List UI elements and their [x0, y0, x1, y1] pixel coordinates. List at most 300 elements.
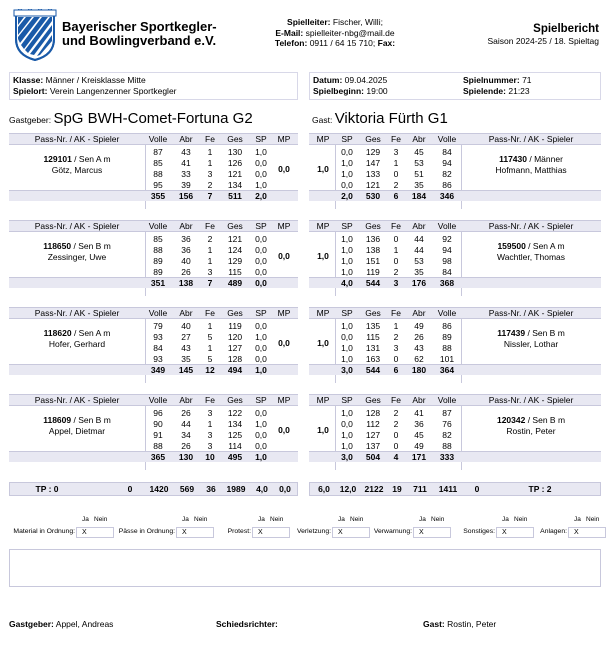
home-cell: 26 — [181, 441, 191, 451]
home-sum-cell: 494 — [227, 365, 243, 375]
away-cell: 2 — [393, 180, 399, 190]
away-col-header: MP — [316, 395, 330, 405]
home-mp-total: 0 — [127, 484, 133, 494]
away-total-sp: 12,0 — [339, 484, 357, 494]
nein-label: Nein — [350, 516, 364, 523]
home-cell: 120 — [227, 332, 243, 342]
home-col-header: Fe — [205, 308, 215, 318]
away-cell: 127 — [365, 430, 381, 440]
away-sum-cell: 544 — [365, 278, 381, 288]
home-col-header: Volle — [148, 395, 168, 405]
away-cell: 45 — [414, 147, 424, 157]
home-col-header: MP — [277, 221, 291, 231]
away-cell: 119 — [366, 267, 380, 277]
flag-checkbox[interactable] — [76, 527, 114, 538]
league-contact — [245, 17, 425, 49]
org-line-2: und Bowlingverband e.V. — [62, 33, 217, 48]
away-player — [461, 328, 601, 349]
home-cell: 0,0 — [255, 354, 267, 364]
email-value[interactable]: spielleiter-nbg@mail.de — [305, 27, 395, 38]
away-cell: 53 — [414, 158, 424, 168]
flag-checkbox[interactable] — [252, 527, 290, 538]
home-cell: 0,0 — [255, 245, 267, 255]
away-cell: 45 — [414, 430, 424, 440]
away-cell: 1,0 — [341, 430, 353, 440]
report-title-block — [487, 23, 599, 47]
home-player-pass — [9, 154, 145, 165]
home-cell: 1,0 — [255, 147, 267, 157]
away-cell: 163 — [365, 354, 381, 364]
away-player-block — [309, 133, 601, 209]
datum-value: 09.04.2025 — [344, 75, 388, 85]
home-cell: 1,0 — [255, 332, 267, 342]
home-player — [9, 328, 145, 349]
away-cell: 137 — [365, 441, 381, 451]
home-cell: 43 — [181, 343, 191, 353]
flag-checkbox[interactable] — [413, 527, 451, 538]
spielbeginn-label: Spielbeginn: — [313, 86, 364, 96]
home-cell: 0,0 — [255, 343, 267, 353]
home-cell: 121 — [227, 234, 243, 244]
home-cell: 129 — [227, 256, 243, 266]
away-cell: 3 — [393, 343, 399, 353]
home-cell: 26 — [181, 267, 191, 277]
team-names — [0, 110, 611, 128]
org-line-1: Bayerischer Sportkegler- — [62, 19, 217, 34]
spielnummer-value: 71 — [522, 75, 532, 85]
home-cell: 2 — [207, 234, 213, 244]
home-cell: 5 — [207, 354, 213, 364]
away-cell: 88 — [442, 441, 452, 451]
home-player-pass — [9, 328, 145, 339]
nein-label: Nein — [586, 516, 600, 523]
away-cell: 0 — [393, 441, 399, 451]
away-cell: 44 — [414, 245, 424, 255]
home-mp: 0,0 — [278, 425, 290, 435]
home-player — [9, 241, 145, 262]
home-col-header: Ges — [227, 221, 243, 231]
away-col-header: Volle — [437, 395, 457, 405]
away-player — [461, 154, 601, 175]
home-totals-row — [9, 482, 298, 496]
away-sum-cell: 530 — [365, 191, 381, 201]
home-team-name: SpG BWH-Comet-Fortuna G2 — [53, 110, 253, 127]
away-sum-cell: 180 — [411, 365, 427, 375]
away-cell: 121 — [365, 180, 381, 190]
away-cell: 0,0 — [341, 180, 353, 190]
home-col-header: MP — [277, 308, 291, 318]
away-sum-cell: 544 — [365, 365, 381, 375]
away-total-mp: 6,0 — [318, 484, 330, 494]
age-class: / Sen A m — [71, 154, 111, 164]
away-cell: 1 — [393, 245, 399, 255]
home-sum-cell: 2,0 — [255, 191, 267, 201]
away-cell: 1 — [393, 158, 399, 168]
away-cell: 94 — [442, 245, 452, 255]
report-flags — [0, 516, 611, 542]
home-cell: 130 — [227, 147, 243, 157]
home-team-label: Gastgeber: — [9, 115, 52, 125]
flag-value: X — [502, 529, 507, 536]
flag-checkbox[interactable] — [332, 527, 370, 538]
away-cell: 1,0 — [341, 267, 353, 277]
remarks-box[interactable] — [9, 549, 601, 587]
home-col-header: Pass-Nr. / AK - Spieler — [34, 395, 120, 405]
home-cell: 41 — [181, 158, 191, 168]
home-cell: 1 — [207, 158, 213, 168]
home-cell: 36 — [181, 245, 191, 255]
home-cell: 85 — [153, 234, 163, 244]
away-cell: 2 — [393, 419, 399, 429]
home-cell: 0,0 — [255, 441, 267, 451]
spielende-label: Spielende: — [463, 86, 506, 96]
away-player-block — [309, 394, 601, 470]
away-col-header: Ges — [365, 395, 381, 405]
away-cell: 101 — [439, 354, 455, 364]
away-cell: 1,0 — [341, 343, 353, 353]
away-header-row — [309, 133, 601, 145]
spielort-value: Verein Langenzenner Sportkegler — [49, 86, 177, 96]
away-sum-cell: 3 — [393, 278, 399, 288]
away-tp: TP : 2 — [528, 484, 552, 494]
age-class: / Sen A m — [71, 328, 111, 338]
away-cell: 1,0 — [341, 441, 353, 451]
nein-label: Nein — [431, 516, 445, 523]
away-cell: 115 — [366, 332, 380, 342]
ja-label: Ja — [574, 516, 581, 523]
home-player-block — [9, 220, 298, 296]
away-col-header: Abr — [412, 308, 426, 318]
home-mp: 0,0 — [278, 164, 290, 174]
home-total-mp: 0,0 — [279, 484, 291, 494]
away-team-label: Gast: — [312, 115, 333, 125]
away-sum-cell: 171 — [411, 452, 427, 462]
spielnummer-label: Spielnummer: — [463, 75, 520, 85]
home-sum-cell: 1,0 — [255, 452, 267, 462]
home-cell: 44 — [181, 419, 191, 429]
home-total-sp: 4,0 — [256, 484, 268, 494]
home-cell: 95 — [153, 180, 163, 190]
away-col-header: Volle — [437, 134, 457, 144]
away-player-pass — [461, 154, 601, 165]
away-totals-row — [309, 482, 601, 496]
home-cell: 40 — [181, 321, 191, 331]
away-player-pass — [461, 241, 601, 252]
home-cell: 43 — [181, 147, 191, 157]
home-cell: 84 — [153, 343, 163, 353]
home-player-block — [9, 133, 298, 209]
away-cell: 0 — [393, 430, 399, 440]
away-mp: 1,0 — [317, 251, 329, 261]
home-total-ges: 1989 — [226, 484, 246, 494]
away-col-header: Abr — [412, 221, 426, 231]
home-cell: 0,0 — [255, 158, 267, 168]
nein-label: Nein — [514, 516, 528, 523]
telefon-value: 0911 / 64 15 710; — [309, 38, 376, 48]
telefon-label: Telefon: — [274, 38, 308, 48]
home-cell: 39 — [181, 180, 191, 190]
away-col-header: SP — [341, 308, 353, 318]
home-cell: 89 — [153, 267, 163, 277]
home-cell: 134 — [227, 180, 243, 190]
home-cell: 121 — [227, 169, 243, 179]
player-name: Appel, Dietmar — [48, 425, 106, 436]
pass-number: 118620 — [43, 328, 72, 338]
age-class: / Sen A m — [525, 241, 565, 251]
home-cell: 27 — [181, 332, 191, 342]
away-cell: 1,0 — [341, 234, 353, 244]
home-sum-cell: 12 — [205, 365, 215, 375]
home-cell: 1 — [207, 343, 213, 353]
home-cell: 0,0 — [255, 321, 267, 331]
home-sum-cell: 355 — [150, 191, 166, 201]
home-cell: 0,0 — [255, 169, 267, 179]
home-col-header: MP — [277, 395, 291, 405]
home-cell: 126 — [227, 158, 243, 168]
home-cell: 3 — [207, 267, 213, 277]
away-cell: 26 — [414, 332, 424, 342]
away-cell: 49 — [414, 441, 424, 451]
away-sum-cell: 2,0 — [341, 191, 353, 201]
nein-label: Nein — [194, 516, 208, 523]
home-cell: 96 — [153, 408, 163, 418]
home-cell: 114 — [228, 441, 242, 451]
pass-number: 129101 — [43, 154, 72, 164]
home-col-header: Fe — [205, 395, 215, 405]
home-cell: 127 — [227, 343, 243, 353]
away-cell: 131 — [365, 343, 381, 353]
away-cell: 49 — [414, 321, 424, 331]
away-cell: 0 — [393, 234, 399, 244]
home-cell: 125 — [227, 430, 243, 440]
home-col-header: SP — [255, 308, 267, 318]
home-cell: 85 — [153, 158, 163, 168]
home-player-block — [9, 307, 298, 383]
spielleiter-label: Spielleiter: — [287, 17, 331, 27]
away-cell: 36 — [414, 419, 424, 429]
away-col-header: SP — [341, 221, 353, 231]
home-col-header: Fe — [205, 134, 215, 144]
away-cell: 151 — [365, 256, 381, 266]
flag-checkbox[interactable] — [176, 527, 214, 538]
away-player-pass — [461, 328, 601, 339]
home-sum-cell: 1,0 — [255, 365, 267, 375]
away-player-block — [309, 220, 601, 296]
home-sum-cell: 10 — [205, 452, 215, 462]
player-name: Rostin, Peter — [506, 425, 556, 436]
sig-away-label: Gast: — [423, 619, 445, 629]
away-cell: 88 — [442, 343, 452, 353]
pass-number: 117430 — [499, 154, 527, 164]
away-col-header: MP — [316, 308, 330, 318]
age-class: / Männer — [527, 154, 563, 164]
home-mp: 0,0 — [278, 251, 290, 261]
home-cell: 1 — [207, 147, 213, 157]
away-col-header: SP — [341, 134, 353, 144]
klasse-value: Männer / Kreisklasse Mitte — [45, 75, 146, 85]
away-player — [461, 415, 601, 436]
away-cell: 53 — [414, 256, 424, 266]
away-col-header: Ges — [365, 308, 381, 318]
away-cell: 43 — [414, 343, 424, 353]
home-col-header: Pass-Nr. / AK - Spieler — [34, 134, 120, 144]
away-total-abr: 711 — [413, 484, 427, 494]
flag-value: X — [82, 529, 87, 536]
spielbeginn-value: 19:00 — [366, 86, 388, 96]
home-cell: 1 — [207, 256, 213, 266]
home-cell: 89 — [153, 256, 163, 266]
away-cell: 0 — [393, 354, 399, 364]
home-tp: TP : 0 — [35, 484, 59, 494]
away-header-row — [309, 307, 601, 319]
away-cell: 2 — [393, 332, 399, 342]
away-sum-cell: 333 — [439, 452, 455, 462]
away-sum-cell: 176 — [411, 278, 427, 288]
away-cell: 82 — [442, 430, 452, 440]
away-total-volle: 1411 — [438, 484, 458, 494]
sig-home-label: Gastgeber: — [9, 619, 54, 629]
signatures — [0, 619, 611, 633]
match-info-left — [9, 72, 298, 100]
home-cell: 3 — [207, 430, 213, 440]
away-col-header: MP — [316, 221, 330, 231]
away-sum-cell: 3,0 — [341, 452, 353, 462]
home-cell: 0,0 — [255, 256, 267, 266]
home-cell: 122 — [227, 408, 243, 418]
age-class: / Sen B m — [525, 328, 565, 338]
away-col-header: SP — [341, 395, 353, 405]
home-col-header: Volle — [148, 221, 168, 231]
home-player-pass — [9, 241, 145, 252]
away-cell: 1,0 — [341, 245, 353, 255]
away-cell: 129 — [365, 147, 381, 157]
flag-label: Verwarnung: — [373, 528, 412, 535]
ja-label: Ja — [502, 516, 509, 523]
home-col-header: Fe — [205, 221, 215, 231]
home-total-abr: 569 — [179, 484, 195, 494]
flag-value: X — [182, 529, 187, 536]
match-info-right — [309, 72, 601, 100]
age-class: / Sen B m — [525, 415, 566, 425]
home-sum-cell: 349 — [150, 365, 166, 375]
home-cell: 40 — [181, 256, 191, 266]
home-cell: 88 — [153, 169, 163, 179]
away-col-header: Pass-Nr. / AK - Spieler — [488, 221, 574, 231]
home-col-header: Abr — [179, 395, 193, 405]
away-mp: 1,0 — [317, 338, 329, 348]
away-col-header: Pass-Nr. / AK - Spieler — [488, 134, 574, 144]
home-sum-cell: 138 — [178, 278, 194, 288]
datum-label: Datum: — [313, 75, 343, 85]
home-col-header: Ges — [227, 134, 243, 144]
away-cell: 0 — [393, 256, 399, 266]
home-cell: 0,0 — [255, 408, 267, 418]
home-sum-cell: 489 — [227, 278, 243, 288]
away-cell: 1,0 — [341, 256, 353, 266]
home-col-header: Abr — [179, 134, 193, 144]
email-label: E-Mail: — [275, 27, 304, 38]
away-header-row — [309, 394, 601, 406]
away-header-row — [309, 220, 601, 232]
home-cell: 1 — [207, 321, 213, 331]
flag-value: X — [574, 529, 579, 536]
away-cell: 98 — [442, 256, 452, 266]
home-sum-cell: 365 — [150, 452, 166, 462]
pass-number: 118650 — [43, 241, 72, 251]
home-col-header: MP — [277, 134, 291, 144]
federation-logo-icon — [12, 9, 58, 61]
klasse-label: Klasse: — [13, 75, 44, 85]
away-cell: 51 — [414, 169, 424, 179]
away-player-pass — [461, 415, 601, 426]
home-cell: 90 — [153, 419, 163, 429]
away-cell: 86 — [442, 321, 452, 331]
home-header-row — [9, 133, 298, 145]
report-subtitle: Saison 2024-25 / 18. Spieltag — [487, 36, 599, 46]
away-cell: 0,0 — [341, 419, 353, 429]
away-col-header: Fe — [391, 134, 401, 144]
away-cell: 1 — [393, 321, 399, 331]
home-player-pass — [9, 415, 145, 426]
sig-home-value: Appel, Andreas — [55, 619, 114, 629]
ja-label: Ja — [419, 516, 426, 523]
report-title: Spielbericht — [533, 23, 599, 35]
away-cell: 76 — [442, 419, 452, 429]
away-sum-cell: 184 — [411, 191, 427, 201]
home-sum-cell: 130 — [178, 452, 194, 462]
flag-label: Material in Ordnung: — [13, 528, 75, 535]
home-cell: 3 — [207, 169, 213, 179]
away-cell: 35 — [414, 267, 424, 277]
home-sum-cell: 156 — [178, 191, 194, 201]
home-cell: 87 — [153, 147, 163, 157]
sig-away-value: Rostin, Peter — [447, 619, 497, 629]
away-cell: 128 — [365, 408, 381, 418]
away-total-ges: 2122 — [364, 484, 384, 494]
away-sum-cell: 4,0 — [341, 278, 353, 288]
home-sum-cell: 7 — [207, 278, 213, 288]
away-sum-cell: 368 — [439, 278, 455, 288]
nein-label: Nein — [94, 516, 108, 523]
away-sum-cell: 346 — [439, 191, 455, 201]
flag-checkbox[interactable] — [568, 527, 606, 538]
home-cell: 35 — [181, 354, 191, 364]
away-col-header: Pass-Nr. / AK - Spieler — [488, 395, 574, 405]
home-cell: 34 — [181, 430, 191, 440]
away-cell: 87 — [442, 408, 452, 418]
home-col-header: Abr — [179, 308, 193, 318]
away-mp-total: 0 — [474, 484, 480, 494]
home-cell: 88 — [153, 441, 163, 451]
home-cell: 0,0 — [255, 430, 267, 440]
home-sum-cell: 145 — [178, 365, 194, 375]
home-player-block — [9, 394, 298, 470]
home-cell: 115 — [228, 267, 242, 277]
away-cell: 0,0 — [341, 332, 353, 342]
flag-checkbox[interactable] — [496, 527, 534, 538]
home-player — [9, 415, 145, 436]
away-total-fe: 19 — [392, 484, 402, 494]
away-cell: 112 — [366, 419, 380, 429]
away-cell: 84 — [442, 147, 452, 157]
away-col-header: Fe — [391, 221, 401, 231]
home-cell: 1 — [207, 245, 213, 255]
home-cell: 1,0 — [255, 419, 267, 429]
away-col-header: Volle — [437, 221, 457, 231]
home-mp: 0,0 — [278, 338, 290, 348]
home-cell: 1 — [207, 419, 213, 429]
away-cell: 94 — [442, 158, 452, 168]
